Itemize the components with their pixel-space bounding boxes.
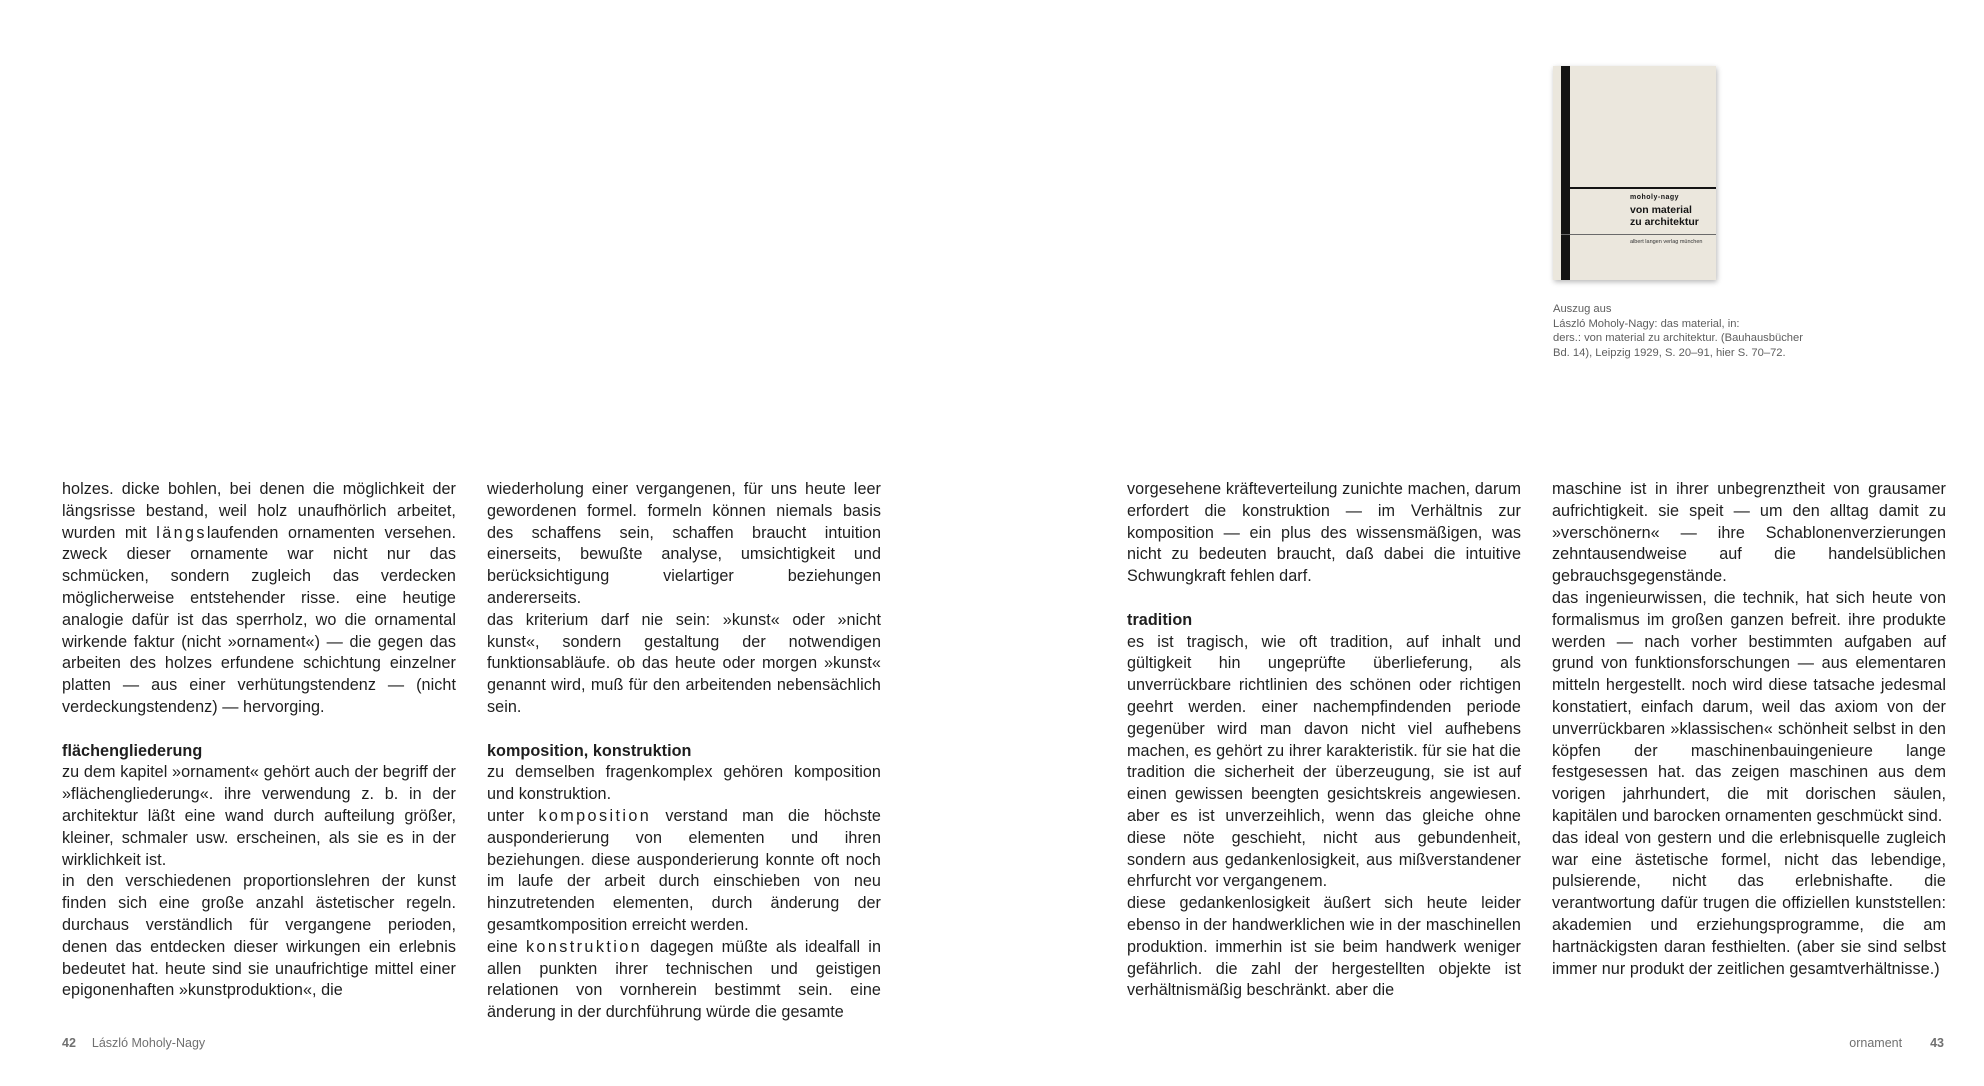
paragraph: unter komposition verstand man die höchste ausponderierung von elementen und ihren beziehungen. diese ausponderierung konnte oft noch im laufe der arbeit durch einschieben von neu hinzutretenden elementen, durch änderung der gesamtkomposition erreicht werden. <box>487 806 881 934</box>
spaced-emphasis: komposition <box>538 806 652 825</box>
cover-rule-thin <box>1561 234 1716 235</box>
cover-publisher: albert langen verlag münchen <box>1630 239 1703 245</box>
paragraph: zu dem kapitel »ornament« gehört auch der begriff der »flächengliederung«. ihre verwendung z. b. in der architektur läßt eine wand durch aufteilung größer, kleiner, schmaler usw. erscheinen, als sie es in der wirklichkeit ist. <box>62 763 456 869</box>
running-head-left: László Moholy-Nagy <box>91 1036 206 1050</box>
caption-line: Bd. 14), Leipzig 1929, S. 20–91, hier S. 70–72. <box>1553 346 1786 359</box>
page-number-left: 42 <box>62 1036 76 1050</box>
cover-title-line2: zu architektur <box>1630 216 1699 228</box>
paragraph: eine konstruktion dagegen müßte als idealfall in allen punkten ihrer technischen und geistigen relationen von vornherein bestimmt sein. eine änderung in der durchführung würde die gesamte <box>487 937 881 1022</box>
spaced-emphasis: längs <box>156 523 207 542</box>
book-cover-image <box>1553 66 1716 280</box>
caption-line: ders.: von material zu architektur. (Bauhausbücher <box>1553 332 1803 345</box>
paragraph: in den verschiedenen proportionslehren der kunst finden sich eine große anzahl ästetischer regeln. durchaus verständlich für vergangene perioden, denen das entdecken dieser wirkungen ein erlebnis bedeutet hat. heute sind sie unaufrichtige mittel einer epigonenhaften »kunstproduktion«, die <box>62 872 456 1000</box>
paragraph: vorgesehene kräfteverteilung zunichte machen, darum erfordert die konstruktion — im Verhältnis zur komposition — ein plus des wissensmäßigen, was nicht zu bedeuten braucht, daß dabei die intuitive Schwungkraft fehlen darf. <box>1127 480 1521 586</box>
paragraph: diese gedankenlosigkeit äußert sich heute leider ebenso in der handwerklichen wie in der maschinellen produktion. immerhin ist sie beim handwerk weniger gefährlich. die zahl der hergestellten objekte ist verhältnismäßig beschränkt. aber die <box>1127 894 1521 1000</box>
paragraph: holzes. dicke bohlen, bei denen die möglichkeit der längsrisse bestand, weil holz unaufhörlich arbeitet, wurden mit längslaufenden ornamenten versehen. zweck dieser ornamente war nicht nur das schmücken, sondern zugleich das verdecken möglicherweise entstehender risse. eine heutige analogie dafür ist das sperrholz, wo die ornamental wirkende faktur (nicht »ornament«) — die gegen das arbeiten des holzes erfundene schichtung einzelner platten — aus einer verhütungstendenz — (nicht verdeckungstendenz) — hervorging. <box>62 480 457 716</box>
left-page-footer <box>62 1036 205 1050</box>
running-head-right: ornament <box>1849 1036 1903 1050</box>
cover-title-line1: von material <box>1630 204 1692 216</box>
paragraph: wiederholung einer vergangenen, für uns heute leer gewordenen formel. formeln können niemals basis des schaffens sein, schaffen braucht intuition einerseits, bewußte analyse, umsichtigkeit und berücksichtigung vielartiger beziehungen andererseits. <box>487 480 881 607</box>
spaced-emphasis: konstruktion <box>525 937 643 956</box>
cover-author: moholy-nagy <box>1630 194 1680 201</box>
section-heading: flächengliederung <box>62 741 203 760</box>
cover-rule <box>1561 187 1716 189</box>
text-column-2 <box>487 479 881 1024</box>
page-number-right: 43 <box>1930 1036 1944 1050</box>
image-caption <box>1553 302 1893 360</box>
text-column-4 <box>1552 479 1946 980</box>
right-page-footer <box>1849 1036 1944 1050</box>
paragraph: es ist tragisch, wie oft tradition, auf inhalt und gültigkeit hin ungeprüfte überlieferung, als unverrückbare richtlinien des schönen oder richtigen geehrt werden. einer nachempfindenden periode gegenüber wird man davon nicht viel aufhebens machen, es gehört zu ihrer karakteristik. für sie hat die tradition die sicherheit der überzeugung, sie ist auf einen gewissen beengten gesichtskreis angewiesen. aber es ist unverzeihlich, wenn das gleiche ohne diese nöte geschieht, nicht aus gebundenheit, sondern aus gedankenlosigkeit, aus mißverstandener ehrfurcht vor vergangenem. <box>1127 632 1521 891</box>
text-column-3 <box>1127 479 1521 1002</box>
paragraph: maschine ist in ihrer unbegrenztheit von grausamer aufrichtigkeit. sie speit — um den alltag damit zu »verschönern« — ihre Schablonenverzierungen zehntausendweise auf die handelsüblichen gebrauchsgegenstände. <box>1552 480 1946 586</box>
caption-line: László Moholy-Nagy: das material, in: <box>1553 317 1740 330</box>
section-heading: tradition <box>1127 610 1193 629</box>
paragraph: das ingenieurwissen, die technik, hat sich heute von formalismus im großen ganzen befreit. ihre produkte werden — nach vorher bestimmten aufgaben auf grund von funktionsforschungen — aus elementaren mitteln hergestellt. noch wird diese tatsache jedesmal konstatiert, einfach darum, weil das axiom von der unverrückbaren »klassischen« schönheit selbst in den köpfen der maschinenbauingenieure lange festgesessen hat. das zeigen maschinen aus dem vorigen jahrhundert, die mit dorischen säulen, kapitälen und barocken ornamenten geschmückt sind. <box>1552 588 1946 825</box>
paragraph: das kriterium darf nie sein: »kunst« oder »nicht kunst«, sondern gestaltung der notwendigen funktionsabläufe. ob das heute oder morgen »kunst« genannt wird, muß für den arbeitenden nebensächlich sein. <box>487 610 881 716</box>
text-column-1 <box>62 479 456 1002</box>
paragraph: das ideal von gestern und die erlebnisquelle zugleich war eine ästetische formel, nicht das lebendige, pulsierende, nicht das erlebnishafte. die verantwortung dafür trugen die offiziellen kunststellen: akademien und erziehungsprogramme, die am hartnäckigsten daran festhielten. (aber sie sind selbst immer nur produkt der zeitlichen gesamtverhältnisse.) <box>1552 828 1946 978</box>
paragraph: zu demselben fragenkomplex gehören komposition und konstruktion. <box>487 763 881 804</box>
section-heading: komposition, konstruktion <box>487 741 692 760</box>
caption-line: Auszug aus <box>1553 303 1612 315</box>
cover-black-bar <box>1561 66 1570 280</box>
